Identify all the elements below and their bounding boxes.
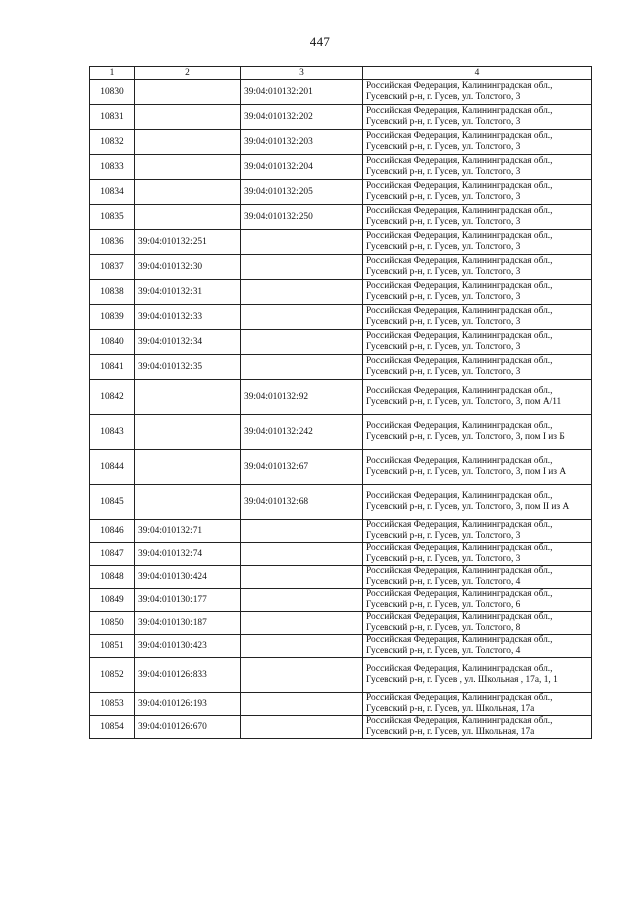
cadastral-number-col3-cell: 39:04:010132:201 xyxy=(241,80,363,105)
cadastral-number-col3-cell xyxy=(241,230,363,255)
column-header: 1 xyxy=(90,67,135,80)
address-cell: Российская Федерация, Калининградская обл., Гусевский р-н, г. Гусев, ул. Толстого, 3, пом I из Б xyxy=(363,415,592,450)
table-row xyxy=(90,330,592,355)
table-row xyxy=(90,566,592,589)
cadastral-number-col2-cell xyxy=(135,380,241,415)
address-cell: Российская Федерация, Калининградская обл., Гусевский р-н, г. Гусев , ул. Школьная , 17а, 1, 1 xyxy=(363,658,592,693)
row-number-cell: 10841 xyxy=(90,355,135,380)
table-row xyxy=(90,716,592,739)
row-number-cell: 10842 xyxy=(90,380,135,415)
table-row xyxy=(90,635,592,658)
address-cell: Российская Федерация, Калининградская обл., Гусевский р-н, г. Гусев, ул. Толстого, 3 xyxy=(363,520,592,543)
cadastral-number-col3-cell xyxy=(241,658,363,693)
header-row xyxy=(90,67,592,80)
address-cell: Российская Федерация, Калининградская обл., Гусевский р-н, г. Гусев, ул. Толстого, 3 xyxy=(363,155,592,180)
cadastral-number-col3-cell xyxy=(241,280,363,305)
address-cell: Российская Федерация, Калининградская обл., Гусевский р-н, г. Гусев, ул. Толстого, 6 xyxy=(363,589,592,612)
cadastral-number-col2-cell xyxy=(135,205,241,230)
cadastral-number-col3-cell xyxy=(241,543,363,566)
cadastral-number-col2-cell: 39:04:010126:670 xyxy=(135,716,241,739)
page-number: 447 xyxy=(309,34,331,49)
address-cell: Российская Федерация, Калининградская обл., Гусевский р-н, г. Гусев, ул. Толстого, 4 xyxy=(363,635,592,658)
cadastral-number-col3-cell xyxy=(241,612,363,635)
table-row xyxy=(90,155,592,180)
table-row xyxy=(90,255,592,280)
address-cell: Российская Федерация, Калининградская обл., Гусевский р-н, г. Гусев, ул. Толстого, 4 xyxy=(363,566,592,589)
table-row xyxy=(90,658,592,693)
column-header: 3 xyxy=(241,67,363,80)
cadastral-number-col2-cell: 39:04:010132:30 xyxy=(135,255,241,280)
row-number-cell: 10834 xyxy=(90,180,135,205)
cadastral-number-col3-cell: 39:04:010132:203 xyxy=(241,130,363,155)
table-row xyxy=(90,485,592,520)
row-number-cell: 10844 xyxy=(90,450,135,485)
row-number-cell: 10843 xyxy=(90,415,135,450)
address-cell: Российская Федерация, Калининградская обл., Гусевский р-н, г. Гусев, ул. Школьная, 17а xyxy=(363,693,592,716)
table-row xyxy=(90,280,592,305)
cadastral-number-col2-cell: 39:04:010130:187 xyxy=(135,612,241,635)
address-cell: Российская Федерация, Калининградская обл., Гусевский р-н, г. Гусев, ул. Толстого, 3, пом II из А xyxy=(363,485,592,520)
cadastral-number-col2-cell: 39:04:010132:33 xyxy=(135,305,241,330)
row-number-cell: 10847 xyxy=(90,543,135,566)
cadastral-number-col2-cell: 39:04:010126:833 xyxy=(135,658,241,693)
address-cell: Российская Федерация, Калининградская обл., Гусевский р-н, г. Гусев, ул. Толстого, 3 xyxy=(363,305,592,330)
cadastral-number-col2-cell xyxy=(135,130,241,155)
cadastral-number-col2-cell: 39:04:010132:71 xyxy=(135,520,241,543)
cadastral-number-col3-cell: 39:04:010132:250 xyxy=(241,205,363,230)
address-cell: Российская Федерация, Калининградская обл., Гусевский р-н, г. Гусев, ул. Школьная, 17а xyxy=(363,716,592,739)
cadastral-number-col2-cell xyxy=(135,180,241,205)
row-number-cell: 10854 xyxy=(90,716,135,739)
cadastral-number-col3-cell: 39:04:010132:242 xyxy=(241,415,363,450)
table-row xyxy=(90,130,592,155)
table-row xyxy=(90,230,592,255)
address-cell: Российская Федерация, Калининградская обл., Гусевский р-н, г. Гусев, ул. Толстого, 3 xyxy=(363,255,592,280)
cadastral-number-col2-cell: 39:04:010132:34 xyxy=(135,330,241,355)
table-row xyxy=(90,612,592,635)
row-number-cell: 10846 xyxy=(90,520,135,543)
cadastral-number-col3-cell xyxy=(241,566,363,589)
cadastral-number-col3-cell xyxy=(241,693,363,716)
cadastral-number-col3-cell: 39:04:010132:68 xyxy=(241,485,363,520)
cadastral-number-col2-cell xyxy=(135,80,241,105)
row-number-cell: 10840 xyxy=(90,330,135,355)
table-row xyxy=(90,180,592,205)
cadastral-number-col2-cell xyxy=(135,155,241,180)
cadastral-number-col3-cell: 39:04:010132:92 xyxy=(241,380,363,415)
row-number-cell: 10852 xyxy=(90,658,135,693)
cadastral-number-col3-cell: 39:04:010132:202 xyxy=(241,105,363,130)
cadastral-number-col3-cell xyxy=(241,255,363,280)
cadastral-number-col3-cell: 39:04:010132:205 xyxy=(241,180,363,205)
cadastral-number-col2-cell: 39:04:010132:35 xyxy=(135,355,241,380)
row-number-cell: 10837 xyxy=(90,255,135,280)
row-number-cell: 10853 xyxy=(90,693,135,716)
table-row xyxy=(90,355,592,380)
cadastral-number-col3-cell xyxy=(241,589,363,612)
row-number-cell: 10838 xyxy=(90,280,135,305)
address-cell: Российская Федерация, Калининградская обл., Гусевский р-н, г. Гусев, ул. Толстого, 3 xyxy=(363,280,592,305)
cadastral-number-col3-cell xyxy=(241,716,363,739)
table-row xyxy=(90,305,592,330)
table-row xyxy=(90,80,592,105)
cadastral-number-col3-cell: 39:04:010132:204 xyxy=(241,155,363,180)
row-number-cell: 10835 xyxy=(90,205,135,230)
row-number-cell: 10848 xyxy=(90,566,135,589)
table-row xyxy=(90,520,592,543)
cadastral-number-col3-cell xyxy=(241,635,363,658)
column-header: 4 xyxy=(363,67,592,80)
cadastral-number-col2-cell xyxy=(135,415,241,450)
cadastral-number-col2-cell: 39:04:010130:177 xyxy=(135,589,241,612)
cadastral-number-col2-cell: 39:04:010132:74 xyxy=(135,543,241,566)
address-cell: Российская Федерация, Калининградская обл., Гусевский р-н, г. Гусев, ул. Толстого, 8 xyxy=(363,612,592,635)
registry-table xyxy=(89,66,592,739)
address-cell: Российская Федерация, Калининградская обл., Гусевский р-н, г. Гусев, ул. Толстого, 3 xyxy=(363,543,592,566)
row-number-cell: 10849 xyxy=(90,589,135,612)
table-row xyxy=(90,205,592,230)
row-number-cell: 10839 xyxy=(90,305,135,330)
address-cell: Российская Федерация, Калининградская обл., Гусевский р-н, г. Гусев, ул. Толстого, 3 xyxy=(363,105,592,130)
address-cell: Российская Федерация, Калининградская обл., Гусевский р-н, г. Гусев, ул. Толстого, 3, пом А/11 xyxy=(363,380,592,415)
cadastral-number-col2-cell: 39:04:010132:251 xyxy=(135,230,241,255)
cadastral-number-col2-cell xyxy=(135,485,241,520)
table-row xyxy=(90,415,592,450)
cadastral-number-col2-cell: 39:04:010130:423 xyxy=(135,635,241,658)
row-number-cell: 10830 xyxy=(90,80,135,105)
row-number-cell: 10832 xyxy=(90,130,135,155)
cadastral-number-col3-cell xyxy=(241,330,363,355)
table-body xyxy=(90,80,592,739)
address-cell: Российская Федерация, Калининградская обл., Гусевский р-н, г. Гусев, ул. Толстого, 3 xyxy=(363,355,592,380)
cadastral-number-col3-cell xyxy=(241,305,363,330)
address-cell: Российская Федерация, Калининградская обл., Гусевский р-н, г. Гусев, ул. Толстого, 3 xyxy=(363,330,592,355)
row-number-cell: 10836 xyxy=(90,230,135,255)
table-row xyxy=(90,543,592,566)
cadastral-number-col2-cell: 39:04:010132:31 xyxy=(135,280,241,305)
row-number-cell: 10833 xyxy=(90,155,135,180)
table-row xyxy=(90,450,592,485)
row-number-cell: 10850 xyxy=(90,612,135,635)
column-header: 2 xyxy=(135,67,241,80)
row-number-cell: 10845 xyxy=(90,485,135,520)
table-row xyxy=(90,589,592,612)
address-cell: Российская Федерация, Калининградская обл., Гусевский р-н, г. Гусев, ул. Толстого, 3 xyxy=(363,205,592,230)
cadastral-number-col3-cell: 39:04:010132:67 xyxy=(241,450,363,485)
table-row xyxy=(90,105,592,130)
cadastral-number-col3-cell xyxy=(241,520,363,543)
table-row xyxy=(90,693,592,716)
address-cell: Российская Федерация, Калининградская обл., Гусевский р-н, г. Гусев, ул. Толстого, 3, пом I из А xyxy=(363,450,592,485)
address-cell: Российская Федерация, Калининградская обл., Гусевский р-н, г. Гусев, ул. Толстого, 3 xyxy=(363,230,592,255)
row-number-cell: 10831 xyxy=(90,105,135,130)
row-number-cell: 10851 xyxy=(90,635,135,658)
cadastral-number-col2-cell xyxy=(135,105,241,130)
table-row xyxy=(90,380,592,415)
cadastral-number-col2-cell xyxy=(135,450,241,485)
address-cell: Российская Федерация, Калининградская обл., Гусевский р-н, г. Гусев, ул. Толстого, 3 xyxy=(363,130,592,155)
address-cell: Российская Федерация, Калининградская обл., Гусевский р-н, г. Гусев, ул. Толстого, 3 xyxy=(363,180,592,205)
cadastral-number-col2-cell: 39:04:010130:424 xyxy=(135,566,241,589)
cadastral-number-col2-cell: 39:04:010126:193 xyxy=(135,693,241,716)
address-cell: Российская Федерация, Калининградская обл., Гусевский р-н, г. Гусев, ул. Толстого, 3 xyxy=(363,80,592,105)
cadastral-number-col3-cell xyxy=(241,355,363,380)
